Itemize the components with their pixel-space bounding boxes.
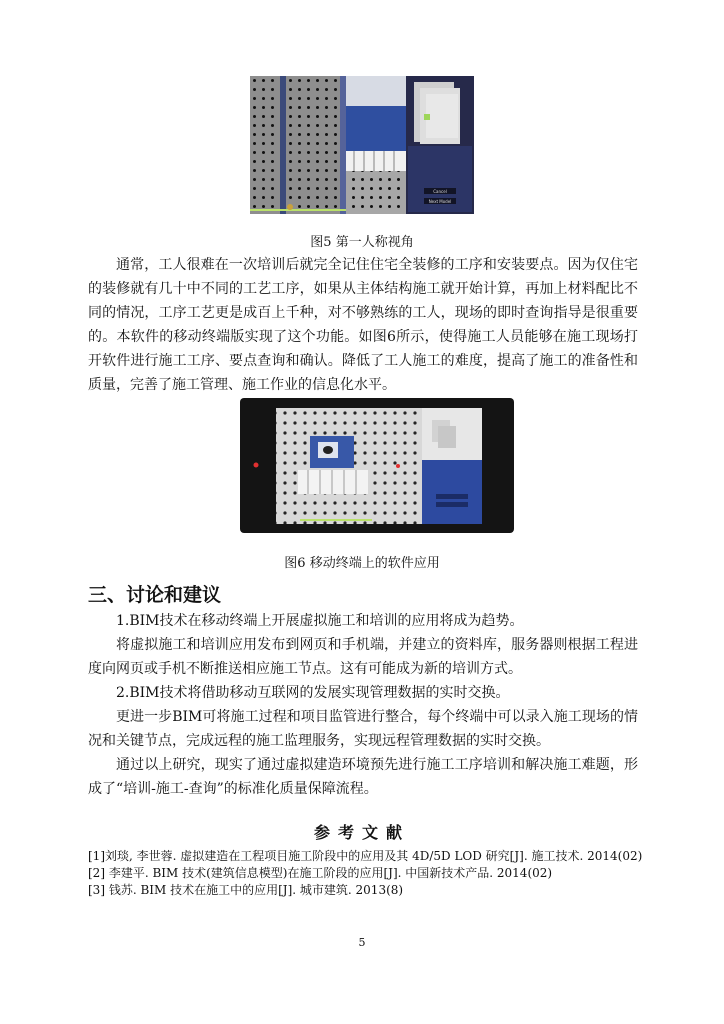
- mobile-terminal-photo: [240, 398, 514, 533]
- section-item: 更进一步BIM可将施工过程和项目监管进行整合，每个终端中可以录入施工现场的情况和关键节点，完成远程的施工监理服务，实现远程管理数据的实时交换。: [88, 709, 638, 749]
- section-item: 通过以上研究，现实了通过虚拟建造环境预先进行施工工序培训和解决施工难题，形成了“培训-施工-查询”的标准化质量保障流程。: [88, 757, 638, 797]
- reference-item: [1]刘琰, 李世蓉. 虚拟建造在工程项目施工阶段中的应用及其 4D/5D LOD 研究[J]. 施工技术. 2014(02): [88, 849, 643, 863]
- body-paragraph: 通常，工人很难在一次培训后就完全记住住宅全装修的工序和安装要点。因为仅住宅的装修就有几十中不同的工艺工序，如果从主体结构施工就开始计算，再加上材料配比不同的情况，工序工艺更是成百上千种，对不够熟练的工人，现场的即时查询指导是很重要的。本软件的移动终端版实现了这个功能。如图6所示，使得施工人员能够在施工现场打开软件进行施工工序、要点查询和确认。降低了工人施工的难度，提高了施工的准备性和质量，完善了施工管理、施工作业的信息化水平。: [88, 257, 638, 393]
- references-list: [88, 848, 644, 899]
- section-heading: 三、讨论和建议: [88, 584, 222, 606]
- ui-button-cancel: Cancel: [433, 189, 447, 194]
- reference-item: [2] 李建平. BIM 技术(建筑信息模型)在施工阶段的应用[J]. 中国新技术产品. 2014(02): [88, 866, 553, 880]
- figure-6-image: [240, 398, 514, 533]
- figure-5-image: [250, 76, 474, 214]
- ui-button-next-model: Next Model: [428, 199, 452, 204]
- figure-6-caption: 图6 移动终端上的软件应用: [284, 556, 440, 571]
- references-title: 参考文献: [313, 823, 410, 842]
- first-person-view-render: [250, 76, 474, 214]
- figure-5-caption: 图5 第一人称视角: [310, 235, 414, 250]
- section-item: 将虚拟施工和培训应用发布到网页和手机端，并建立的资料库，服务器则根据工程进度向网页或手机不断推送相应施工节点。这有可能成为新的培训方式。: [88, 637, 638, 677]
- reference-item: [3] 钱苏. BIM 技术在施工中的应用[J]. 城市建筑. 2013(8): [88, 883, 404, 897]
- page-number: 5: [358, 936, 366, 949]
- section-item: 1.BIM技术在移动终端上开展虚拟施工和培训的应用将成为趋势。: [116, 613, 524, 629]
- section-body: [88, 609, 638, 801]
- section-item: 2.BIM技术将借助移动互联网的发展实现管理数据的实时交换。: [116, 685, 510, 701]
